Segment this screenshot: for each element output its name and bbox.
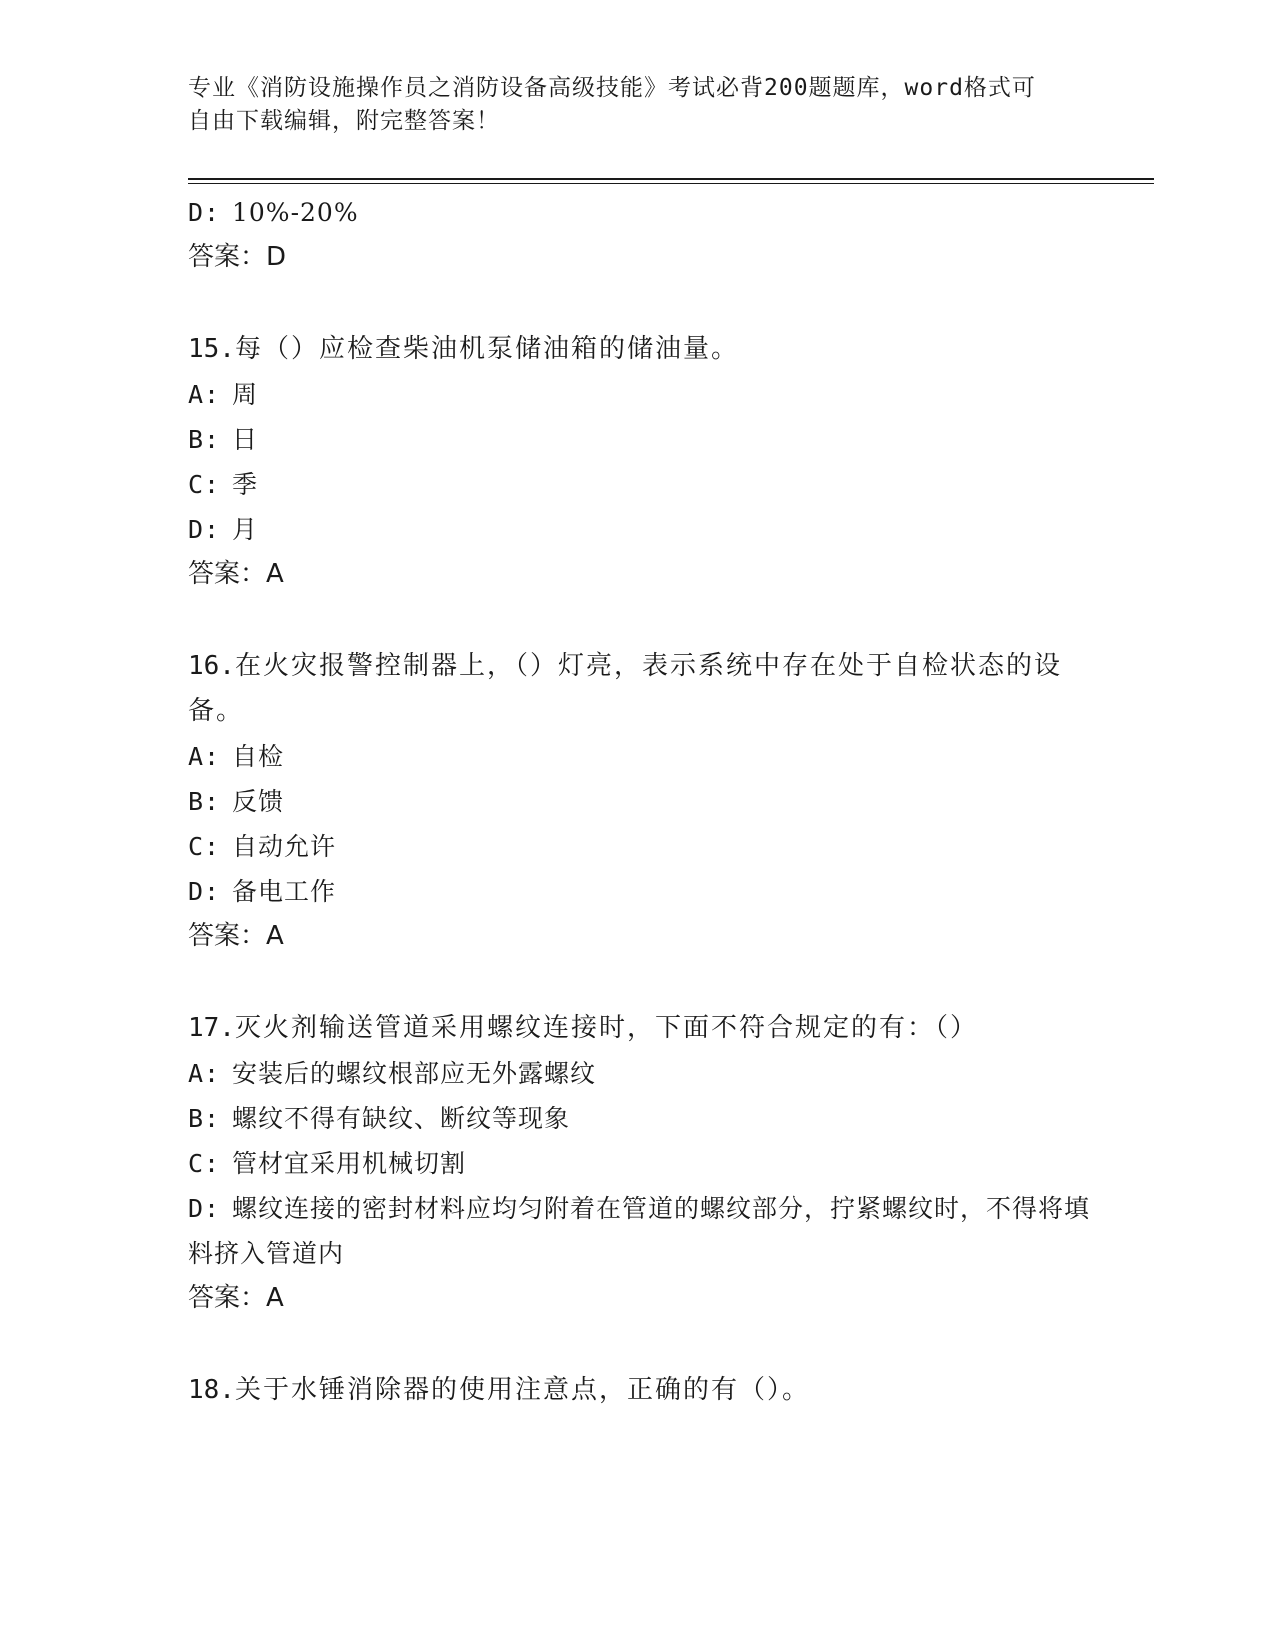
answer: 答案：A (188, 559, 284, 589)
option-a (188, 1051, 1098, 1096)
option-text: 管材宜采用机械切割 (232, 1149, 467, 1178)
answer: 答案：A (188, 1283, 284, 1313)
header-divider (188, 178, 1154, 184)
option-text: 安装后的螺纹根部应无外露螺纹 (232, 1059, 597, 1088)
question-number: 18. (188, 1375, 235, 1405)
option-text: 反馈 (232, 787, 285, 816)
option-c (188, 824, 1098, 869)
option-label: D: (188, 877, 221, 906)
option-text: 螺纹不得有缺纹、断纹等现象 (232, 1104, 571, 1133)
question-text (188, 327, 1098, 372)
option-text: 自检 (232, 742, 285, 771)
option-label: D: (188, 1194, 221, 1223)
question-15 (188, 327, 1098, 597)
option-label: A: (188, 1059, 221, 1088)
option-label: B: (188, 1104, 221, 1133)
option-d (188, 869, 1098, 914)
option-label: C: (188, 832, 221, 861)
option-label: C: (188, 1149, 221, 1178)
option-text: 10%-20% (232, 198, 359, 227)
question-number: 15. (188, 334, 235, 364)
question-body: 关于水锤消除器的使用注意点，正确的有（）。 (234, 1375, 810, 1405)
question-list (188, 190, 1098, 1413)
question-body: 每（）应检查柴油机泵储油箱的储油量。 (234, 334, 739, 364)
option-label: A: (188, 742, 221, 771)
answer: 答案：D (188, 242, 287, 272)
question-text (188, 644, 1098, 734)
question-number: 17. (188, 1013, 235, 1043)
option-b (188, 417, 1098, 462)
question-18 (188, 1368, 1098, 1413)
option-text: 月 (232, 515, 259, 544)
document-header (188, 72, 1088, 138)
option-a (188, 372, 1098, 417)
option-d (188, 1186, 1098, 1276)
header-line-2: 自由下载编辑，附完整答案！ (188, 108, 500, 134)
option-b (188, 779, 1098, 824)
option-label: C: (188, 470, 221, 499)
option-text: 备电工作 (232, 877, 337, 906)
option-d (188, 190, 1098, 235)
option-c (188, 462, 1098, 507)
question-body: 灭火剂输送管道采用螺纹连接时，下面不符合规定的有：（） (234, 1013, 978, 1043)
option-text: 螺纹连接的密封材料应均匀附着在管道的螺纹部分，拧紧螺纹时，不得将填料挤入管道内 (188, 1194, 1091, 1268)
option-label: D: (188, 198, 221, 227)
question-17 (188, 1006, 1098, 1321)
option-d (188, 507, 1098, 552)
option-text: 自动允许 (232, 832, 337, 861)
option-label: D: (188, 515, 221, 544)
option-label: B: (188, 425, 221, 454)
question-number: 16. (188, 651, 235, 681)
option-text: 季 (232, 470, 259, 499)
option-text: 日 (232, 425, 259, 454)
option-c (188, 1141, 1098, 1186)
answer: 答案：A (188, 921, 284, 951)
question-text (188, 1368, 1098, 1413)
question-text (188, 1006, 1098, 1051)
option-label: A: (188, 380, 221, 409)
option-label: B: (188, 787, 221, 816)
option-a (188, 734, 1098, 779)
option-text: 周 (232, 380, 259, 409)
question-body: 在火灾报警控制器上，（）灯亮，表示系统中存在处于自检状态的设备。 (188, 651, 1062, 726)
option-b (188, 1096, 1098, 1141)
question-16 (188, 644, 1098, 959)
header-line-1: 专业《消防设施操作员之消防设备高级技能》考试必背200题题库，word格式可 (188, 75, 1036, 101)
